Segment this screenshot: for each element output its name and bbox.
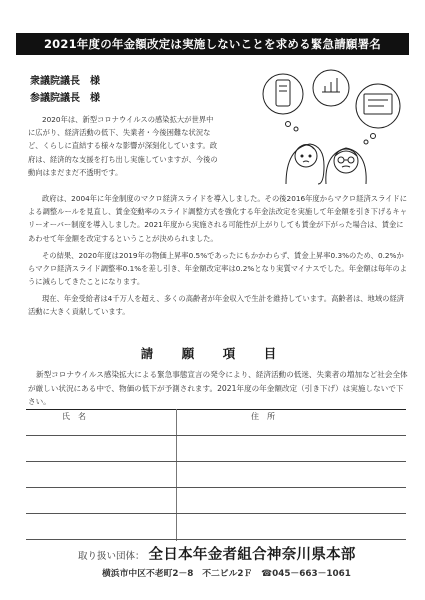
- signature-row[interactable]: [26, 487, 406, 514]
- signature-table: [26, 409, 406, 541]
- elderly-couple-illustration: [228, 66, 408, 186]
- signature-row[interactable]: [26, 435, 406, 462]
- organization-address: 横浜市中区不老町2－8 不二ビル2Ｆ ☎045－663－1061: [102, 569, 351, 579]
- address-column-header: 住 所: [251, 412, 275, 421]
- organization: [78, 543, 356, 564]
- paragraph-current: 現在、年金受給者は4千万人を超え、多くの高齢者が年金収入で生計を維持しています。高齢者は、地域の経済活動に大きく貢献しています。: [28, 294, 405, 317]
- signature-row[interactable]: [26, 513, 406, 540]
- organization-label: 取り扱い団体：: [78, 551, 145, 562]
- title-banner: 2021年度の年金額改定は実施しないことを求める緊急請願署名: [16, 33, 409, 55]
- request-heading: 請 願 項 目: [140, 346, 285, 361]
- name-column-header: 氏 名: [62, 412, 86, 421]
- request-text: 新型コロナウイルス感染拡大による緊急事態宣言の発令により、経済活動の低迷、失業者の増加など社会全体が厳しい状況にある中で、物価の低下が予測されます。2021年度の年金額改定（引き下げ）は実施しないで下さい。: [28, 370, 408, 406]
- signature-row[interactable]: [26, 461, 406, 488]
- paragraph-macro-slide: 政府は、2004年に年金制度のマクロ経済スライドを導入しました。その後2016年度からマクロ経済スライドによる調整ルールを見直し、賃金変動率のスライド調整方式を強化する年金法改定を実施して年金額を引き下げるキャリーオーバー制度を導入しました。2021年度から実施される可能性が上がりしても賃金が下がった場合は、賃金にあわせて年金額を改定するということが決められました。: [28, 194, 408, 243]
- paragraph-result: その結果、2020年度は2019年の物価上昇率0.5%であったにもかかわらず、賃金上昇率0.3%のため、0.2%からマクロ経済スライド調整率0.1%を差し引き、年金額改定率は0.2%となり実質マイナスでした。年金額は毎年のように減らしてきたことになります。: [28, 251, 408, 287]
- addressee-upper-house: 参議院議長 様: [30, 93, 100, 104]
- signature-row[interactable]: [26, 409, 406, 436]
- addressee-lower-house: 衆議院議長 様: [30, 76, 100, 87]
- organization-name: 全日本年金者組合神奈川県本部: [148, 547, 356, 563]
- paragraph-intro: 2020年は、新型コロナウイルスの感染拡大が世界中に広がり、経済活動の低下、失業者・今後困難な状況など、くらしに直結する様々な影響が深刻化しています。政府は、経済的な支援を打ち出し実施していますが、今後の動向はまだまだ不透明です。: [28, 115, 218, 177]
